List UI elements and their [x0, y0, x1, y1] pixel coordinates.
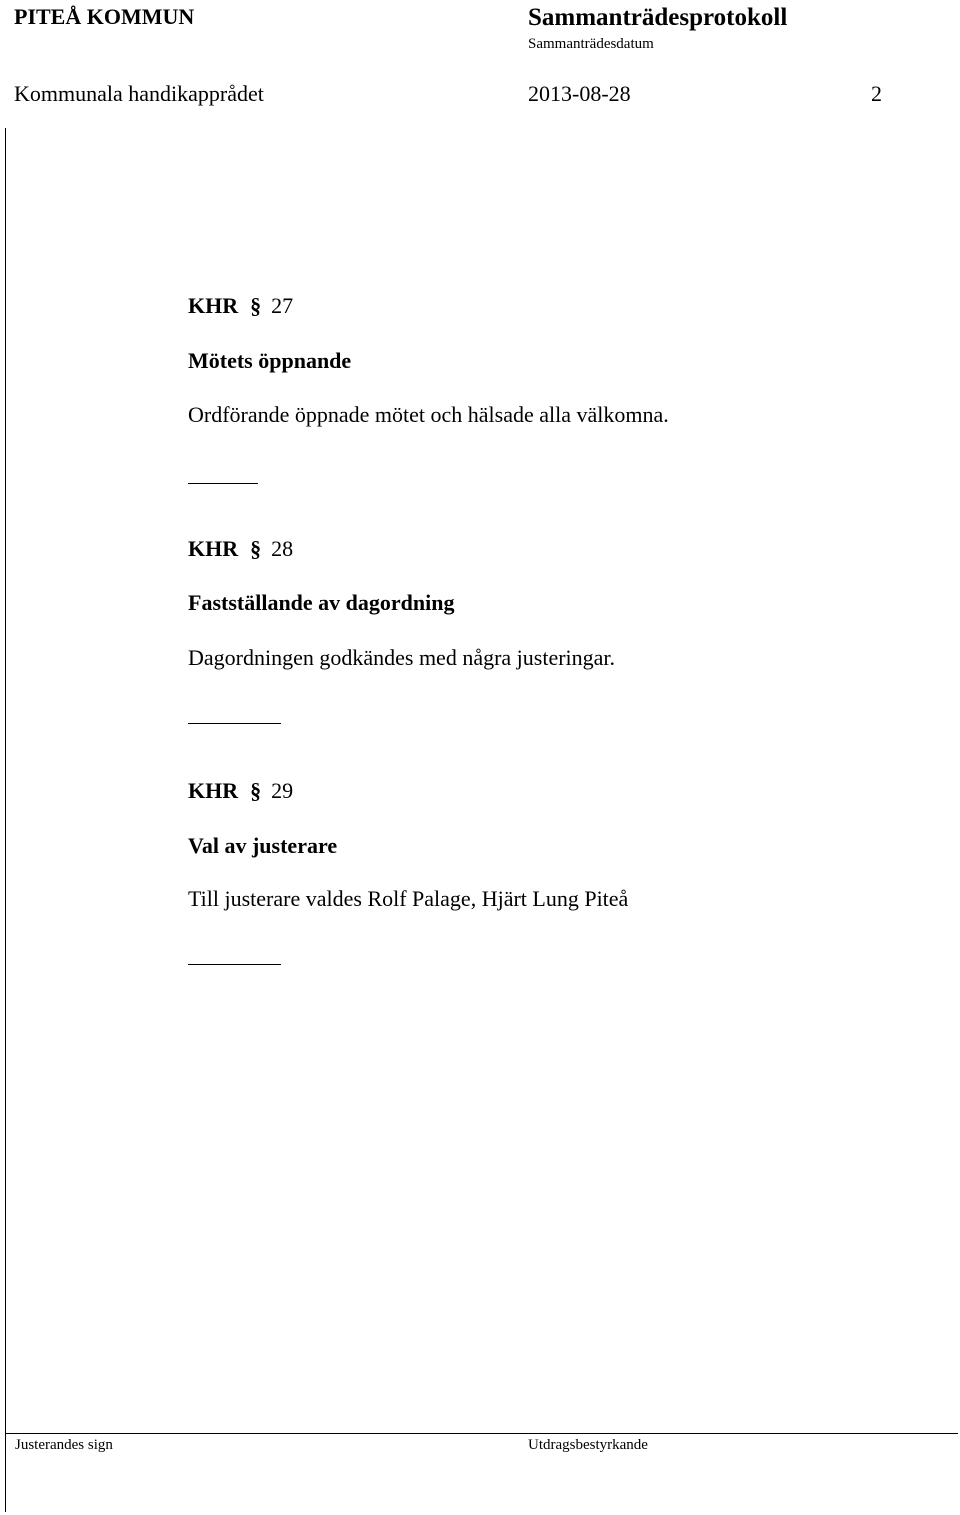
paragraph-prefix: KHR: [188, 536, 239, 561]
paragraph-number-value: 29: [271, 778, 294, 803]
section-sign: §: [250, 778, 262, 803]
committee-name: Kommunala handikapprådet: [14, 81, 264, 106]
document-type: Sammanträdesprotokoll: [528, 4, 788, 31]
paragraph-number: [188, 293, 293, 319]
section-sign: §: [250, 293, 262, 318]
paragraph-separator: [188, 483, 258, 484]
paragraph-text: Till justerare valdes Rolf Palage, Hjärt Lung Piteå: [188, 886, 629, 911]
paragraph-prefix: KHR: [188, 293, 239, 318]
meeting-date-label: Sammanträdesdatum: [528, 36, 654, 52]
paragraph-title: Val av justerare: [188, 833, 338, 858]
paragraph-title: Mötets öppnande: [188, 348, 352, 373]
paragraph-number-value: 27: [271, 293, 294, 318]
certification-label: Utdragsbestyrkande: [528, 1437, 648, 1453]
left-margin-line: [5, 128, 6, 1512]
paragraph-separator: [188, 723, 281, 724]
paragraph-text: Dagordningen godkändes med några justeringar.: [188, 645, 616, 670]
paragraph-number-value: 28: [271, 536, 294, 561]
paragraph-number: [188, 536, 293, 562]
paragraph-separator: [188, 964, 281, 965]
organization-name: PITEÅ KOMMUN: [14, 4, 195, 29]
section-sign: §: [250, 536, 262, 561]
paragraph-prefix: KHR: [188, 778, 239, 803]
paragraph-text: Ordförande öppnade mötet och hälsade alla välkomna.: [188, 402, 669, 427]
paragraph-title: Fastställande av dagordning: [188, 590, 455, 615]
page-number: 2: [871, 81, 882, 106]
paragraph-number: [188, 778, 293, 804]
footer-divider: [5, 1433, 958, 1434]
meeting-date: 2013-08-28: [528, 81, 631, 106]
signature-label: Justerandes sign: [15, 1437, 113, 1453]
